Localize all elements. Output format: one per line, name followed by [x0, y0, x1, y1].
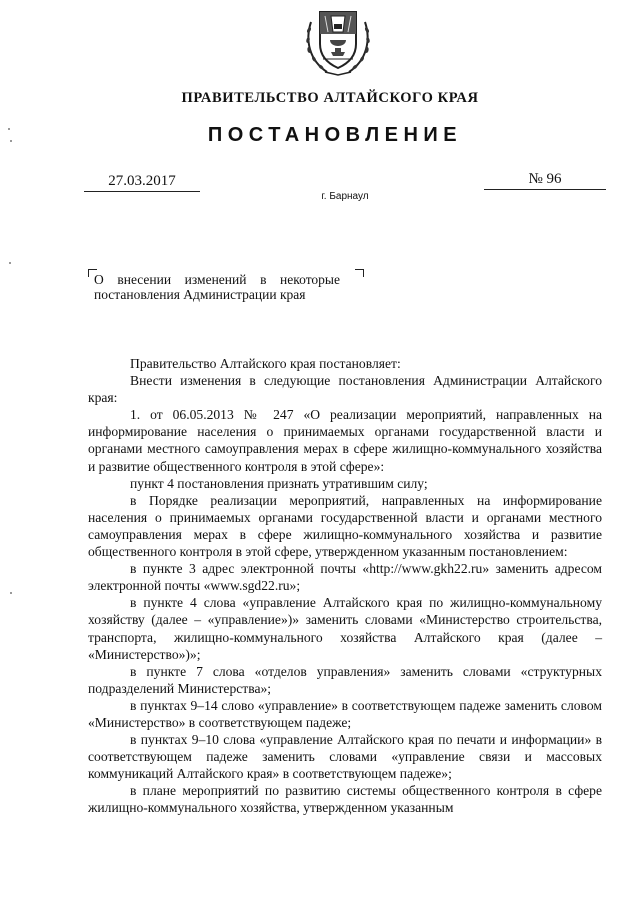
- paragraph: в пункте 7 слова «отделов управления» заменить словами «структурных подразделений Министерства»;: [88, 663, 602, 696]
- subject-line-1: О внесении изменений в некоторые: [94, 272, 340, 287]
- scan-speck: [10, 140, 12, 142]
- number-underline: [484, 189, 606, 190]
- paragraph: 1. от 06.05.2013 № 247 «О реализации мероприятий, направленных на информирование населения о принимаемых органами государственной власти и органами местного самоуправления мерах в сфере жилищно-коммунального хозяйства и развитие общественного контроля в этой сфере»:: [88, 407, 602, 474]
- paragraph: в пунктах 9–14 слово «управление» в соответствующем падеже заменить словом «Министерство» в соответствующем падеже;: [88, 697, 602, 730]
- scan-speck: [10, 592, 12, 594]
- paragraph: в плане мероприятий по развитию системы общественного контроля в сфере жилищно-коммунального хозяйства, утвержденном указанным: [88, 783, 602, 816]
- paragraph: Внести изменения в следующие постановления Администрации Алтайского края:: [88, 373, 602, 406]
- document-number-value: № 96: [528, 171, 562, 187]
- document-subject: [94, 272, 340, 302]
- subject-bracket-right: [355, 269, 364, 277]
- paragraph: в пунктах 9–10 слова «управление Алтайского края по печати и информации» в соответствующем падеже заменить словами «управление связи и массовых коммуникаций Алтайского края» в соответствующем падеже»;: [88, 732, 602, 782]
- document-date-value: 27.03.2017: [108, 173, 176, 189]
- paragraph: в пункте 4 слова «управление Алтайского края по жилищно-коммунальному хозяйству (далее – «управление»)» заменить словами «Министерство строительства, транспорта, жилищно-коммунального хозяйства Алтайского края (далее – «Министерство»)»;: [88, 595, 602, 662]
- document-body: [88, 355, 602, 817]
- org-name: ПРАВИТЕЛЬСТВО АЛТАЙСКОГО КРАЯ: [181, 90, 479, 106]
- document-number: [484, 171, 606, 190]
- subject-line-2: постановления Администрации края: [94, 287, 306, 302]
- scan-speck: [8, 128, 10, 130]
- document-date: [84, 173, 200, 192]
- paragraph: в Порядке реализации мероприятий, направленных на информирование населения о принимаемых органами государственной власти и органами местного самоуправления мерах в сфере жилищно-коммунального хозяйства и развитие общественного контроля в этой сфере, утвержденном указанным постановлением:: [88, 492, 602, 560]
- paragraph: пункт 4 постановления признать утратившим силу;: [130, 475, 428, 491]
- document-type-title: ПОСТАНОВЛЕНИЕ: [207, 124, 463, 146]
- paragraph: в пункте 3 адрес электронной почты «http://www.gkh22.ru» заменить адресом электронной почты «www.sgd22.ru»;: [88, 561, 602, 594]
- altai-coat-of-arms-icon: [303, 2, 373, 78]
- city-label: г. Барнаул: [321, 191, 369, 202]
- paragraph-intro: Правительство Алтайского края постановляет:: [130, 356, 401, 371]
- scan-speck: [9, 262, 11, 264]
